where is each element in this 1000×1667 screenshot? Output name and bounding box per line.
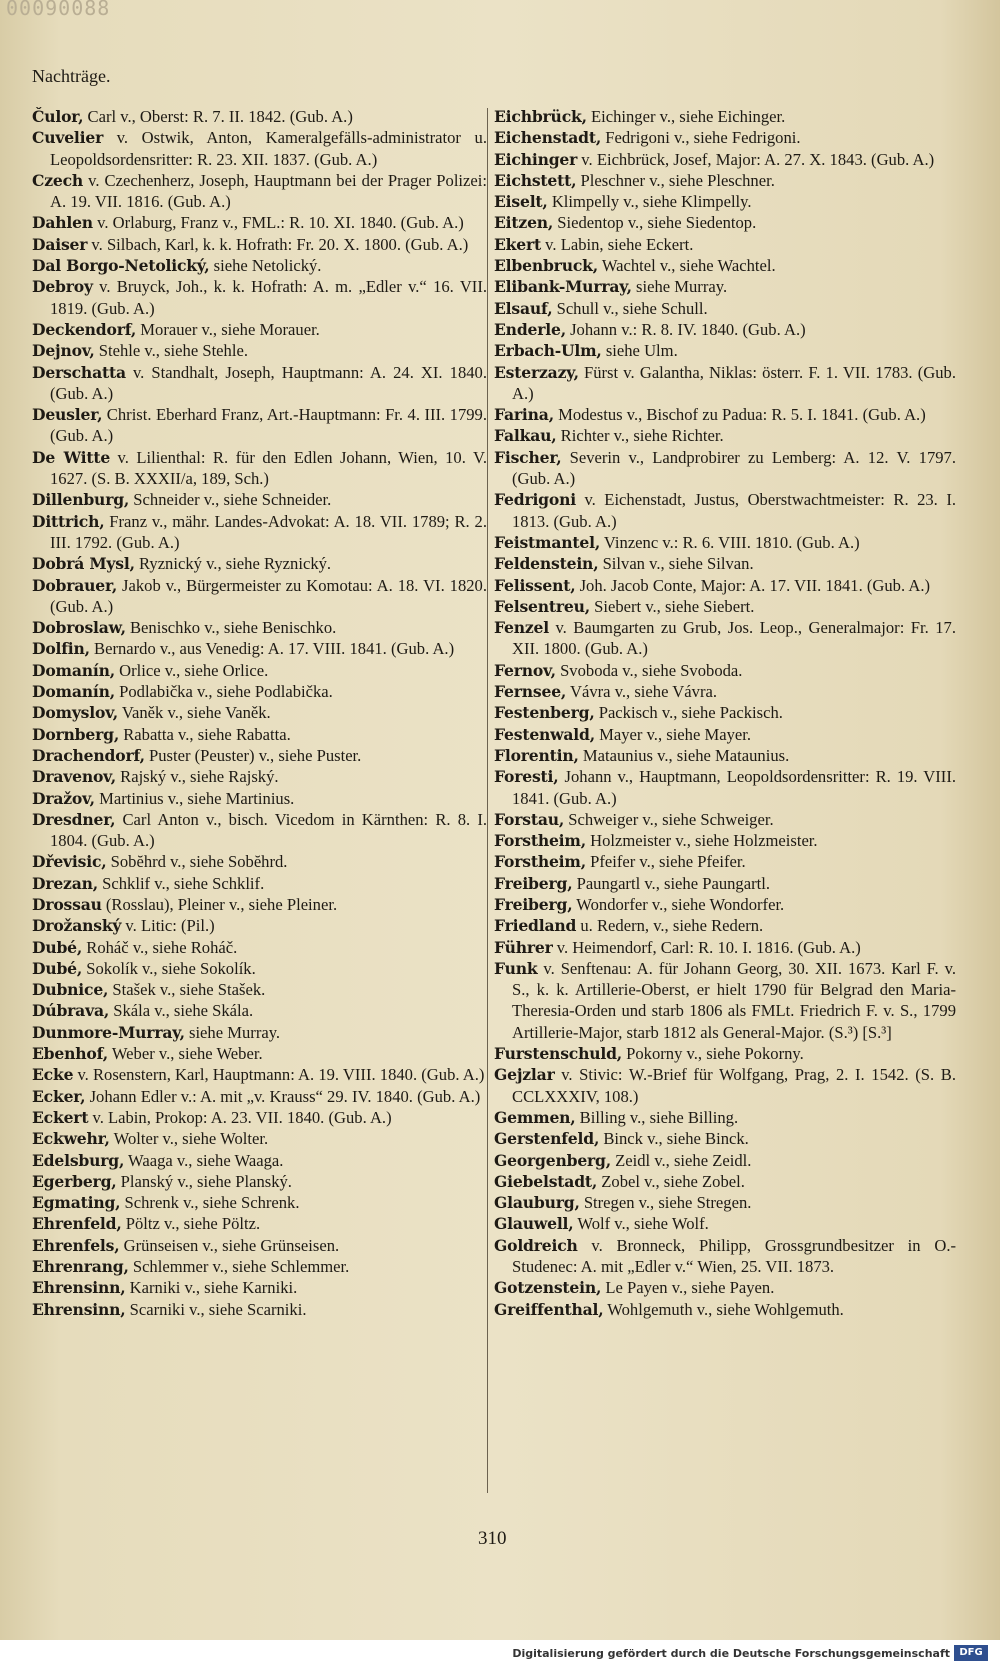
entry-text: Martinius v., siehe Martinius. (94, 788, 295, 808)
entry-name: Dal Borgo-Netolický, (32, 256, 210, 276)
entry-text: v. Eichenstadt, Justus, Oberstwachtmeister: R. 23. I. 1813. (Gub. A.) (512, 490, 956, 531)
entry-name: Dubé, (32, 937, 83, 957)
entry-name: Ekert (494, 234, 542, 254)
entry-name: Dornberg, (32, 724, 120, 744)
entry-name: Eckwehr, (32, 1129, 110, 1149)
index-entry (494, 809, 956, 830)
index-entry (32, 553, 487, 574)
entry-name: Cuvelier (32, 128, 104, 148)
entry-text: Orlice v., siehe Orlice. (114, 660, 269, 680)
index-entry (32, 873, 487, 894)
entry-name: Ecke (32, 1065, 74, 1085)
entry-name: Ecker, (32, 1086, 86, 1106)
entry-name: Esterzazy, (494, 362, 579, 382)
index-entry (32, 958, 487, 979)
entry-text: v. Heimendorf, Carl: R. 10. I. 1816. (Gub. A.) (552, 937, 861, 957)
entry-name: Feldenstein, (494, 554, 599, 574)
entry-text: Binck v., siehe Binck. (599, 1129, 749, 1149)
entry-text: Richter v., siehe Richter. (556, 426, 724, 446)
entry-text: Stehle v., siehe Stehle. (94, 341, 248, 361)
index-entry (494, 1213, 956, 1234)
entry-name: Eiselt, (494, 192, 548, 212)
entry-name: Ebenhof, (32, 1044, 108, 1064)
entry-text: Packisch v., siehe Packisch. (594, 703, 783, 723)
entry-text: v. Bronneck, Philipp, Grossgrundbesitzer in O.-Studenec: A. mit „Edler v.“ Wien, 25. VII. 1873. (512, 1235, 956, 1277)
index-entry (494, 255, 956, 276)
entry-name: Freiberg, (494, 873, 573, 893)
column-divider (487, 108, 488, 1493)
index-entry (32, 1299, 487, 1320)
entry-text: Modestus v., Bischof zu Padua: R. 5. I. 1841. (Gub. A.) (553, 405, 926, 425)
entry-text: Carl v., Oberst: R. 7. II. 1842. (Gub. A.) (83, 107, 353, 126)
entry-name: Ehrenfeld, (32, 1214, 122, 1234)
right-column (494, 106, 956, 1320)
entry-text: Scarniki v., siehe Scarniki. (125, 1299, 307, 1319)
index-entry (494, 851, 956, 872)
entry-name: Ehrenrang, (32, 1257, 129, 1277)
entry-text: Mataunius v., siehe Mataunius. (578, 745, 790, 765)
entry-text: Le Payen v., siehe Payen. (601, 1278, 775, 1298)
index-entry (494, 362, 956, 405)
entry-text: v. Eichbrück, Josef, Major: A. 27. X. 1843. (Gub. A.) (577, 149, 935, 169)
entry-name: Dunmore-Murray, (32, 1022, 185, 1042)
entry-name: Eitzen, (494, 213, 554, 233)
entry-text: Vinzenc v.: R. 6. VIII. 1810. (Gub. A.) (600, 532, 860, 552)
entry-name: Gotzenstein, (494, 1278, 602, 1298)
index-entry (32, 511, 487, 554)
index-entry (32, 1235, 487, 1256)
entry-text: (Rosslau), Pleiner v., siehe Pleiner. (101, 894, 338, 914)
index-entry (32, 212, 487, 233)
entry-name: Dúbrava, (32, 1001, 110, 1021)
index-entry (32, 745, 487, 766)
entry-name: Dahlen (32, 213, 93, 233)
index-entry (494, 937, 956, 958)
index-entry (494, 596, 956, 617)
index-entry (494, 191, 956, 212)
index-entry (494, 404, 956, 425)
entry-text: Wachtel v., siehe Wachtel. (597, 256, 776, 276)
entry-name: Ehrensinn, (32, 1299, 126, 1319)
entry-name: Drachendorf, (32, 745, 145, 765)
entry-name: Daiser (32, 234, 88, 254)
index-entry (494, 660, 956, 681)
entry-name: Forstheim, (494, 852, 586, 872)
index-entry (32, 809, 487, 852)
entry-text: v. Silbach, Karl, k. k. Hofrath: Fr. 20. X. 1800. (Gub. A.) (87, 234, 469, 254)
entry-name: Fedrigoni (494, 490, 576, 510)
entry-name: Fernsee, (494, 682, 567, 702)
index-entry (32, 937, 487, 958)
entry-name: Friedland (494, 916, 577, 936)
entry-name: Fischer, (494, 447, 562, 467)
index-entry (32, 766, 487, 787)
entry-name: Dražov, (32, 788, 95, 808)
entry-text: Rabatta v., siehe Rabatta. (119, 724, 291, 744)
entry-name: Foresti, (494, 767, 559, 787)
index-entry (32, 788, 487, 809)
entry-text: siehe Ulm. (601, 341, 678, 361)
index-entry (32, 362, 487, 405)
entry-name: Eichstett, (494, 170, 577, 190)
entry-name: Falkau, (494, 426, 557, 446)
entry-name: Giebelstadt, (494, 1171, 598, 1191)
index-entry (32, 1043, 487, 1064)
entry-text: Planský v., siehe Planský. (116, 1171, 292, 1191)
entry-text: Morauer v., siehe Morauer. (136, 319, 320, 339)
index-entry (494, 1299, 956, 1320)
index-entry (32, 1107, 487, 1128)
index-entry (32, 1256, 487, 1277)
entry-text: Holzmeister v., siehe Holzmeister. (585, 831, 818, 851)
entry-name: De Witte (32, 447, 111, 467)
index-entry (494, 681, 956, 702)
index-entry (32, 575, 487, 618)
index-entry (494, 212, 956, 233)
entry-text: Jakob v., Bürgermeister zu Komotau: A. 18. VI. 1820. (Gub. A.) (50, 575, 487, 616)
entry-name: Edelsburg, (32, 1150, 125, 1170)
index-entry (32, 170, 487, 213)
entry-name: Drezan, (32, 873, 98, 893)
entry-name: Fenzel (494, 618, 549, 638)
entry-text: Fürst v. Galantha, Niklas: österr. F. 1. VII. 1783. (Gub. A.) (512, 362, 956, 403)
index-entry (32, 127, 487, 170)
entry-text: Benischko v., siehe Benischko. (125, 618, 337, 638)
entry-name: Eichbrück, (494, 107, 587, 126)
page-number: 310 (478, 1528, 507, 1549)
entry-text: Puster (Peuster) v., siehe Puster. (144, 745, 362, 765)
entry-text: Christ. Eberhard Franz, Art.-Hauptmann: Fr. 4. III. 1799. (Gub. A.) (50, 405, 487, 446)
entry-text: Joh. Jacob Conte, Major: A. 17. VII. 1841. (Gub. A.) (575, 575, 931, 595)
index-entry (494, 319, 956, 340)
index-entry (32, 1171, 487, 1192)
entry-text: Wolter v., siehe Wolter. (109, 1129, 269, 1149)
entry-text: Carl Anton v., bisch. Vicedom in Kärnthen: R. 8. I. 1804. (Gub. A.) (50, 809, 487, 851)
entry-text: Pokorny v., siehe Pokorny. (622, 1044, 804, 1064)
entry-text: v. Orlaburg, Franz v., FML.: R. 10. XI. 1840. (Gub. A.) (92, 213, 464, 233)
index-entry (32, 724, 487, 745)
entry-text: Pfeifer v., siehe Pfeifer. (585, 852, 746, 872)
entry-text: Fedrigoni v., siehe Fedrigoni. (601, 128, 801, 148)
entry-text: Ryznický v., siehe Ryznický. (134, 554, 332, 574)
entry-name: Glauburg, (494, 1193, 580, 1213)
entry-text: Schull v., siehe Schull. (552, 298, 708, 318)
entry-name: Dobrauer, (32, 575, 118, 595)
entry-text: Sokolík v., siehe Sokolík. (82, 958, 256, 978)
index-entry (494, 724, 956, 745)
entry-name: Dobrá Mysl, (32, 554, 135, 574)
entry-text: v. Lilienthal: R. für den Edlen Johann, Wien, 10. V. 1627. (S. B. XXXII/a, 189, Sch.) (50, 447, 488, 489)
entry-text: v. Labin, siehe Eckert. (541, 234, 694, 254)
index-entry (494, 617, 956, 660)
entry-name: Felsentreu, (494, 596, 591, 616)
entry-text: Pleschner v., siehe Pleschner. (576, 170, 775, 190)
entry-text: Franz v., mähr. Landes-Advokat: A. 18. VII. 1789; R. 2. III. 1792. (Gub. A.) (50, 511, 487, 552)
entry-text: Schrenk v., siehe Schrenk. (120, 1193, 300, 1213)
entry-name: Deusler, (32, 405, 103, 425)
index-entry (494, 1064, 956, 1107)
entry-name: Fernov, (494, 660, 556, 680)
entry-text: v. Czechenherz, Joseph, Hauptmann bei der Prager Polizei: A. 19. VII. 1816. (Gub. A.) (50, 170, 487, 212)
index-entry (32, 234, 487, 255)
entry-name: Florentin, (494, 745, 579, 765)
entry-text: Wolf v., siehe Wolf. (573, 1214, 709, 1234)
entry-text: Schklif v., siehe Schklif. (98, 873, 265, 893)
entry-name: Dresdner, (32, 809, 116, 829)
entry-name: Greiffenthal, (494, 1299, 604, 1319)
index-entry (32, 489, 487, 510)
entry-text: Karniki v., siehe Karniki. (125, 1278, 298, 1298)
index-entry (32, 1150, 487, 1171)
entry-text: v. Labin, Prokop: A. 23. VII. 1840. (Gub. A.) (88, 1107, 392, 1127)
entry-name: Eichinger (494, 149, 578, 169)
index-entry (494, 1150, 956, 1171)
entry-name: Forstau, (494, 809, 565, 829)
entry-name: Dravenov, (32, 767, 116, 787)
entry-name: Domyslov, (32, 703, 119, 723)
entry-name: Felissent, (494, 575, 576, 595)
index-entry (494, 425, 956, 446)
index-entry (494, 830, 956, 851)
entry-text: Vaněk v., siehe Vaněk. (118, 703, 271, 723)
index-entry (494, 1128, 956, 1149)
index-entry (32, 340, 487, 361)
entry-text: Schneider v., siehe Schneider. (129, 490, 332, 510)
entry-name: Gejzlar (494, 1065, 555, 1085)
index-entry (32, 660, 487, 681)
entry-name: Debroy (32, 277, 93, 297)
entry-text: Severin v., Landprobirer zu Lemberg: A. 12. V. 1797. (Gub. A.) (512, 447, 956, 489)
entry-name: Erbach-Ulm, (494, 341, 602, 361)
entry-text: Zeidl v., siehe Zeidl. (611, 1150, 752, 1170)
entry-name: Čulor, (32, 107, 84, 126)
entry-text: Schlemmer v., siehe Schlemmer. (128, 1257, 350, 1277)
entry-text: Podlabička v., siehe Podlabička. (114, 682, 333, 702)
entry-name: Freiberg, (494, 894, 573, 914)
entry-name: Ehrensinn, (32, 1278, 126, 1298)
index-entry (32, 106, 487, 127)
entry-name: Egmating, (32, 1193, 121, 1213)
index-entry (494, 234, 956, 255)
dfg-logo: DFG (954, 1645, 988, 1661)
entry-name: Goldreich (494, 1235, 578, 1255)
entry-text: siehe Murray. (631, 277, 728, 297)
index-entry (494, 1277, 956, 1298)
index-entry (32, 979, 487, 1000)
entry-name: Führer (494, 937, 553, 957)
entry-name: Furstenschuld, (494, 1044, 622, 1064)
entry-name: Dittrich, (32, 511, 105, 531)
entry-name: Enderle, (494, 319, 566, 339)
index-entry (494, 553, 956, 574)
index-entry (494, 766, 956, 809)
entry-name: Czech (32, 170, 84, 190)
entry-text: v. Ostwik, Anton, Kameralgefälls-administrator u. Leopoldsordensritter: R. 23. XII. 1837. (Gub. A.) (50, 128, 487, 169)
footer-bar (0, 1640, 1000, 1667)
entry-text: Vávra v., siehe Vávra. (566, 682, 717, 702)
index-entry (32, 894, 487, 915)
entry-text: siehe Netolický. (209, 256, 322, 276)
entry-text: v. Litic: (Pil.) (121, 916, 215, 936)
index-entry (494, 702, 956, 723)
index-entry (494, 532, 956, 553)
entry-name: Domanín, (32, 682, 115, 702)
entry-name: Glauwell, (494, 1214, 574, 1234)
entry-name: Festenwald, (494, 724, 595, 744)
index-entry (494, 298, 956, 319)
entry-text: siehe Murray. (184, 1022, 281, 1042)
index-entry (32, 447, 487, 490)
entry-text: Grünseisen v., siehe Grünseisen. (119, 1235, 340, 1255)
entry-text: v. Standhalt, Joseph, Hauptmann: A. 24. XI. 1840. (Gub. A.) (50, 362, 487, 403)
entry-text: v. Bruyck, Joh., k. k. Hofrath: A. m. „Edler v.“ 16. VII. 1819. (Gub. A.) (50, 277, 487, 318)
index-entry (494, 1107, 956, 1128)
entry-text: v. Senftenau: A. für Johann Georg, 30. XII. 1673. Karl F. v. S., k. k. Artillerie-Oberst, er hielt 1790 für Belgrad den Maria-Theresia-Orden und starb 1806 als FMLt. Friedrich F. v. S., 1799 Artillerie-Major, starb 1812 als General-Major. (S.³) [S.³] (512, 958, 956, 1042)
index-entry (32, 702, 487, 723)
entry-text: Mayer v., siehe Mayer. (594, 724, 752, 744)
index-entry (32, 1213, 487, 1234)
entry-text: Waaga v., siehe Waaga. (124, 1150, 284, 1170)
index-entry (32, 255, 487, 276)
index-entry (32, 851, 487, 872)
index-entry (494, 170, 956, 191)
entry-name: Derschatta (32, 362, 126, 382)
entry-name: Dubnice, (32, 980, 109, 1000)
entry-text: Svoboda v., siehe Svoboda. (555, 660, 743, 680)
entry-text: Schweiger v., siehe Schweiger. (564, 809, 774, 829)
entry-name: Elsauf, (494, 298, 553, 318)
index-entry (32, 1086, 487, 1107)
index-entry (32, 1128, 487, 1149)
entry-text: Paungartl v., siehe Paungartl. (572, 873, 770, 893)
entry-text: Wohlgemuth v., siehe Wohlgemuth. (603, 1299, 844, 1319)
entry-name: Drossau (32, 894, 102, 914)
entry-name: Feistmantel, (494, 532, 601, 552)
index-entry (494, 575, 956, 596)
index-entry (494, 1235, 956, 1278)
index-entry (32, 1064, 487, 1085)
entry-name: Dřevisic, (32, 852, 107, 872)
entry-name: Domanín, (32, 660, 115, 680)
index-entry (494, 106, 956, 127)
page-header: Nachträge. (32, 66, 111, 86)
index-entry (32, 404, 487, 447)
entry-text: Sobĕhrd v., siehe Sobĕhrd. (106, 852, 288, 872)
index-entry (494, 276, 956, 297)
entry-name: Georgenberg, (494, 1150, 611, 1170)
index-entry (32, 681, 487, 702)
entry-text: Bernardo v., aus Venedig: A. 17. VIII. 1841. (Gub. A.) (89, 639, 455, 659)
entry-name: Deckendorf, (32, 319, 137, 339)
entry-text: Johann v., Hauptmann, Leopoldsordensritter: R. 19. VIII. 1841. (Gub. A.) (512, 767, 956, 808)
entry-text: Klimpelly v., siehe Klimpelly. (547, 192, 752, 212)
index-entry (494, 1192, 956, 1213)
entry-name: Dillenburg, (32, 490, 130, 510)
entry-name: Funk (494, 958, 538, 978)
index-entry (494, 447, 956, 490)
entry-text: Zobel v., siehe Zobel. (597, 1171, 745, 1191)
index-entry (494, 745, 956, 766)
entry-text: Pöltz v., siehe Pöltz. (121, 1214, 261, 1234)
entry-text: Skála v., siehe Skála. (109, 1001, 254, 1021)
index-entry (32, 617, 487, 638)
entry-text: Stregen v., siehe Stregen. (579, 1193, 752, 1213)
left-column (32, 106, 487, 1320)
index-entry (32, 638, 487, 659)
index-entry (494, 873, 956, 894)
entry-name: Drožanský (32, 916, 122, 936)
entry-name: Elibank-Murray, (494, 277, 632, 297)
entry-name: Eckert (32, 1107, 89, 1127)
entry-text: Eichinger v., siehe Eichinger. (586, 107, 786, 126)
index-entry (494, 1043, 956, 1064)
index-entry (32, 915, 487, 936)
entry-name: Gerstenfeld, (494, 1129, 600, 1149)
entry-text: v. Baumgarten zu Grub, Jos. Leop., Generalmajor: Fr. 17. XII. 1800. (Gub. A.) (512, 618, 956, 659)
entry-text: Weber v., siehe Weber. (107, 1044, 263, 1064)
entry-name: Dejnov, (32, 341, 95, 361)
index-entry (494, 894, 956, 915)
index-entry (494, 1171, 956, 1192)
footer-credit: Digitalisierung gefördert durch die Deutsche Forschungsgemeinschaft (512, 1647, 950, 1660)
index-entry (494, 149, 956, 170)
entry-text: Silvan v., siehe Silvan. (598, 554, 754, 574)
entry-text: Wondorfer v., siehe Wondorfer. (572, 894, 785, 914)
entry-name: Eichenstadt, (494, 128, 602, 148)
entry-text: Johann Edler v.: A. mit „v. Krauss“ 29. IV. 1840. (Gub. A.) (85, 1086, 481, 1106)
entry-name: Ehrenfels, (32, 1235, 120, 1255)
entry-name: Dobroslaw, (32, 618, 126, 638)
entry-text: Siebert v., siehe Siebert. (590, 596, 755, 616)
entry-name: Dubé, (32, 958, 83, 978)
entry-text: Billing v., siehe Billing. (575, 1107, 739, 1127)
index-entry (32, 319, 487, 340)
index-entry (494, 915, 956, 936)
entry-text: v. Stivic: W.-Brief für Wolfgang, Prag, 2. I. 1542. (S. B. CCLXXXIV, 108.) (512, 1065, 956, 1106)
index-entry (32, 1277, 487, 1298)
entry-name: Egerberg, (32, 1171, 117, 1191)
entry-name: Farina, (494, 405, 554, 425)
index-entry (32, 276, 487, 319)
entry-text: Stašek v., siehe Stašek. (108, 980, 266, 1000)
index-entry (494, 127, 956, 148)
scan-id-mark: 00090088 (6, 0, 111, 20)
entry-text: Roháč v., siehe Roháč. (82, 937, 238, 957)
entry-name: Elbenbruck, (494, 256, 598, 276)
entry-name: Festenberg, (494, 703, 595, 723)
entry-text: u. Redern, v., siehe Redern. (576, 916, 764, 936)
entry-name: Dolfin, (32, 639, 90, 659)
index-entry (32, 1000, 487, 1021)
index-entry (32, 1192, 487, 1213)
index-entry (494, 340, 956, 361)
entry-text: v. Rosenstern, Karl, Hauptmann: A. 19. VIII. 1840. (Gub. A.) (73, 1065, 485, 1085)
index-entry (494, 958, 956, 1043)
entry-name: Forstheim, (494, 831, 586, 851)
entry-text: Rajský v., siehe Rajský. (115, 767, 279, 787)
index-entry (494, 489, 956, 532)
entry-name: Gemmen, (494, 1107, 576, 1127)
index-entry (32, 1022, 487, 1043)
entry-text: Johann v.: R. 8. IV. 1840. (Gub. A.) (565, 319, 806, 339)
entry-text: Siedentop v., siehe Siedentop. (553, 213, 757, 233)
